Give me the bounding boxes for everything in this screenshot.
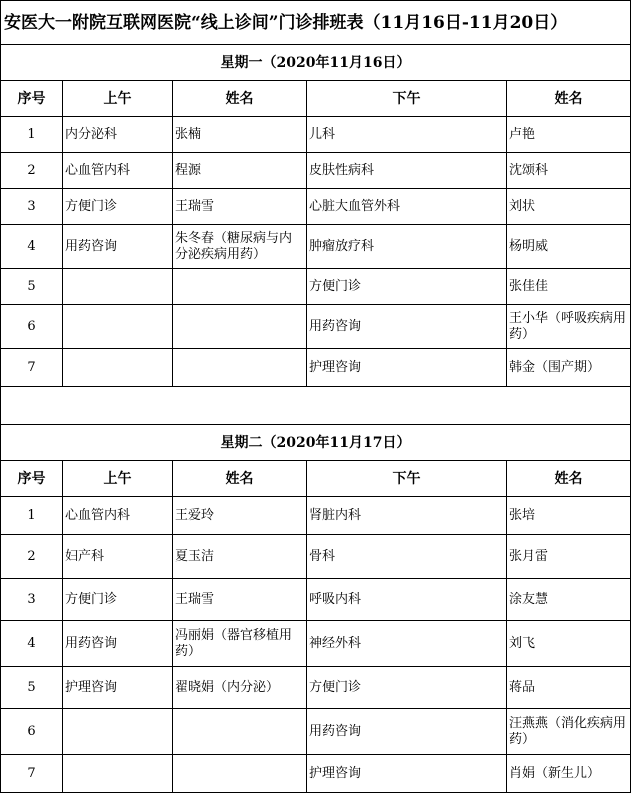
pm-doctor: 张佳佳 <box>507 269 631 305</box>
am-doctor <box>173 349 307 387</box>
am-department <box>63 269 173 305</box>
table-row <box>1 153 631 189</box>
row-number: 4 <box>1 225 63 269</box>
day-heading-row <box>1 425 631 461</box>
am-department <box>63 305 173 349</box>
row-number: 1 <box>1 117 63 153</box>
am-department: 心血管内科 <box>63 153 173 189</box>
row-number: 6 <box>1 709 63 755</box>
am-doctor <box>173 305 307 349</box>
am-department <box>63 709 173 755</box>
table-row <box>1 535 631 579</box>
col-header-pm-name: 姓名 <box>507 461 631 497</box>
day-heading-tuesday: 星期二（2020年11月17日） <box>1 425 631 461</box>
am-department: 内分泌科 <box>63 117 173 153</box>
am-doctor: 张楠 <box>173 117 307 153</box>
table-row <box>1 349 631 387</box>
table-row <box>1 225 631 269</box>
col-header-am-name: 姓名 <box>173 461 307 497</box>
pm-department: 护理咨询 <box>307 349 507 387</box>
table-row <box>1 269 631 305</box>
row-number: 3 <box>1 579 63 621</box>
table-row <box>1 189 631 225</box>
table-row <box>1 667 631 709</box>
am-department: 心血管内科 <box>63 497 173 535</box>
row-number: 7 <box>1 349 63 387</box>
am-doctor: 朱冬春（糖尿病与内分泌疾病用药） <box>173 225 307 269</box>
col-header-no: 序号 <box>1 461 63 497</box>
pm-doctor: 杨明威 <box>507 225 631 269</box>
row-number: 6 <box>1 305 63 349</box>
pm-doctor: 卢艳 <box>507 117 631 153</box>
spacer-row <box>1 387 631 425</box>
pm-doctor: 汪燕燕（消化疾病用药） <box>507 709 631 755</box>
schedule-title: 安医大一附院互联网医院“线上诊间”门诊排班表（11月16日-11月20日） <box>1 1 631 45</box>
am-doctor: 程源 <box>173 153 307 189</box>
pm-department: 神经外科 <box>307 621 507 667</box>
table-row <box>1 579 631 621</box>
pm-doctor: 张培 <box>507 497 631 535</box>
am-doctor: 夏玉洁 <box>173 535 307 579</box>
table-row <box>1 621 631 667</box>
table-row <box>1 709 631 755</box>
pm-department: 儿科 <box>307 117 507 153</box>
pm-doctor: 肖娟（新生儿） <box>507 755 631 793</box>
spacer-cell <box>1 387 631 425</box>
row-number: 7 <box>1 755 63 793</box>
table-row <box>1 755 631 793</box>
am-department <box>63 349 173 387</box>
pm-department: 用药咨询 <box>307 709 507 755</box>
pm-department: 方便门诊 <box>307 667 507 709</box>
pm-department: 皮肤性病科 <box>307 153 507 189</box>
column-header-row <box>1 81 631 117</box>
row-number: 2 <box>1 535 63 579</box>
col-header-no: 序号 <box>1 81 63 117</box>
day-heading-monday: 星期一（2020年11月16日） <box>1 45 631 81</box>
col-header-pm: 下午 <box>307 81 507 117</box>
row-number: 1 <box>1 497 63 535</box>
table-row <box>1 305 631 349</box>
am-department: 用药咨询 <box>63 225 173 269</box>
row-number: 5 <box>1 269 63 305</box>
pm-doctor: 蒋品 <box>507 667 631 709</box>
table-row <box>1 117 631 153</box>
am-doctor <box>173 709 307 755</box>
pm-department: 骨科 <box>307 535 507 579</box>
am-doctor: 王瑞雪 <box>173 579 307 621</box>
am-department: 妇产科 <box>63 535 173 579</box>
pm-doctor: 涂友慧 <box>507 579 631 621</box>
row-number: 5 <box>1 667 63 709</box>
pm-department: 肿瘤放疗科 <box>307 225 507 269</box>
day-heading-row <box>1 45 631 81</box>
am-doctor: 王瑞雪 <box>173 189 307 225</box>
pm-department: 肾脏内科 <box>307 497 507 535</box>
column-header-row <box>1 461 631 497</box>
pm-doctor: 张月雷 <box>507 535 631 579</box>
pm-doctor: 王小华（呼吸疾病用药） <box>507 305 631 349</box>
table-row <box>1 497 631 535</box>
pm-department: 方便门诊 <box>307 269 507 305</box>
am-doctor: 翟晓娟（内分泌） <box>173 667 307 709</box>
pm-doctor: 刘飞 <box>507 621 631 667</box>
title-row <box>1 1 631 45</box>
am-department: 护理咨询 <box>63 667 173 709</box>
pm-department: 护理咨询 <box>307 755 507 793</box>
am-doctor <box>173 269 307 305</box>
am-department: 用药咨询 <box>63 621 173 667</box>
pm-department: 用药咨询 <box>307 305 507 349</box>
row-number: 2 <box>1 153 63 189</box>
am-doctor: 王爱玲 <box>173 497 307 535</box>
row-number: 3 <box>1 189 63 225</box>
row-number: 4 <box>1 621 63 667</box>
col-header-am: 上午 <box>63 81 173 117</box>
pm-doctor: 刘状 <box>507 189 631 225</box>
am-department <box>63 755 173 793</box>
col-header-am: 上午 <box>63 461 173 497</box>
am-department: 方便门诊 <box>63 579 173 621</box>
col-header-pm: 下午 <box>307 461 507 497</box>
am-department: 方便门诊 <box>63 189 173 225</box>
am-doctor <box>173 755 307 793</box>
am-doctor: 冯丽娟（器官移植用药） <box>173 621 307 667</box>
pm-department: 呼吸内科 <box>307 579 507 621</box>
col-header-pm-name: 姓名 <box>507 81 631 117</box>
col-header-am-name: 姓名 <box>173 81 307 117</box>
pm-doctor: 韩金（围产期） <box>507 349 631 387</box>
pm-doctor: 沈颂科 <box>507 153 631 189</box>
pm-department: 心脏大血管外科 <box>307 189 507 225</box>
